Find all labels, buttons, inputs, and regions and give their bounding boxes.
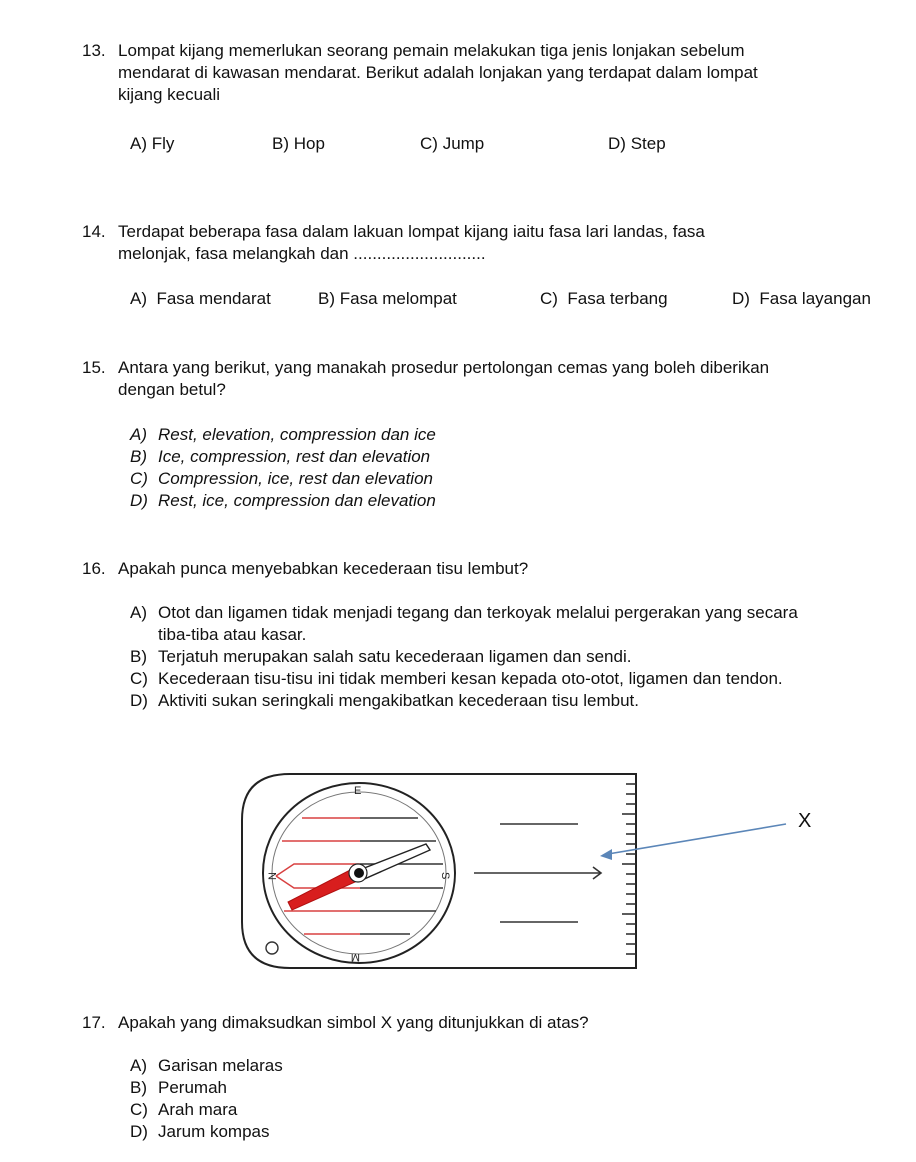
option-label: D) (732, 289, 750, 308)
question-number: 14. (82, 222, 106, 241)
option-label: C) (130, 669, 148, 688)
option-text: Rest, ice, compression dan elevation (158, 491, 436, 510)
option-c[interactable] (130, 1099, 283, 1121)
option-label: D) (608, 134, 626, 153)
svg-text:E: E (354, 785, 362, 797)
option-label: C) (420, 134, 438, 153)
option-b[interactable] (318, 288, 457, 310)
options-15 (130, 424, 436, 512)
option-text: Aktiviti sukan seringkali mengakibatkan kecederaan tisu lembut. (158, 691, 639, 710)
question-number: 17. (82, 1013, 106, 1032)
option-b[interactable] (130, 446, 436, 468)
option-text: Compression, ice, rest dan elevation (158, 469, 433, 488)
option-label: A) (130, 134, 147, 153)
option-label: A) (130, 425, 147, 444)
option-label: B) (272, 134, 289, 153)
svg-text:S: S (439, 872, 451, 880)
option-text: Terjatuh merupakan salah satu kecederaan ligamen dan sendi. (158, 647, 632, 666)
option-label: A) (130, 289, 147, 308)
svg-text:M: M (350, 951, 360, 963)
question-16 (82, 558, 882, 580)
option-d[interactable] (130, 690, 910, 712)
option-label: B) (130, 1078, 147, 1097)
option-text: Jump (442, 134, 485, 153)
option-label: D) (130, 491, 148, 510)
option-text: Fly (151, 134, 175, 153)
option-label: B) (130, 647, 147, 666)
option-text: Perumah (158, 1078, 227, 1097)
option-b[interactable] (272, 133, 325, 155)
stem-line: mendarat di kawasan mendarat. Berikut adalah lonjakan yang terdapat dalam lompat (118, 63, 758, 82)
stem-line: Apakah yang dimaksudkan simbol X yang ditunjukkan di atas? (118, 1013, 589, 1032)
option-text: Garisan melaras (158, 1056, 283, 1075)
stem-line: kijang kecuali (118, 85, 221, 104)
option-text: Step (630, 134, 666, 153)
question-13 (82, 40, 882, 106)
option-label: C) (540, 289, 558, 308)
stem-line: Lompat kijang memerlukan seorang pemain melakukan tiga jenis lonjakan sebelum (118, 41, 745, 60)
option-text: Rest, elevation, compression dan ice (158, 425, 436, 444)
option-text: Kecederaan tisu-tisu ini tidak memberi kesan kepada oto-otot, ligamen dan tendon. (158, 669, 783, 688)
question-stem (118, 221, 882, 265)
option-d[interactable] (130, 490, 436, 512)
option-text: Fasa terbang (567, 289, 668, 308)
svg-text:N: N (267, 872, 279, 880)
option-text: Jarum kompas (158, 1122, 270, 1141)
option-label: C) (130, 469, 148, 488)
question-15 (82, 357, 882, 401)
question-17 (82, 1012, 882, 1034)
option-a[interactable] (130, 288, 271, 310)
question-number: 16. (82, 559, 106, 578)
option-c[interactable] (130, 468, 436, 490)
stem-line: Antara yang berikut, yang manakah prosedur pertolongan cemas yang boleh diberikan (118, 358, 770, 377)
option-c[interactable] (130, 668, 910, 690)
option-label: A) (130, 1056, 147, 1075)
option-text: Fasa melompat (339, 289, 457, 308)
option-label: B) (130, 447, 147, 466)
symbol-x-label: X (798, 810, 812, 832)
option-a[interactable] (130, 1055, 283, 1077)
question-number: 13. (82, 41, 106, 60)
question-stem (118, 558, 882, 580)
option-b[interactable] (130, 646, 910, 668)
option-text-continued: tiba-tiba atau kasar. (158, 625, 307, 644)
options-17 (130, 1055, 283, 1143)
option-label: D) (130, 1122, 148, 1141)
option-d[interactable] (130, 1121, 283, 1143)
question-stem (118, 1012, 882, 1034)
stem-line: dengan betul? (118, 380, 226, 399)
question-stem (118, 357, 882, 401)
option-text: Fasa mendarat (156, 289, 271, 308)
option-label: C) (130, 1100, 148, 1119)
option-a[interactable] (130, 424, 436, 446)
option-b[interactable] (130, 1077, 283, 1099)
option-label: A) (130, 603, 147, 622)
question-14 (82, 221, 882, 265)
option-d[interactable] (608, 133, 666, 155)
option-label: B) (318, 289, 335, 308)
option-text: Hop (293, 134, 325, 153)
stem-line: Terdapat beberapa fasa dalam lakuan lompat kijang iaitu fasa lari landas, fasa (118, 222, 705, 241)
option-text: Fasa layangan (759, 289, 871, 308)
question-stem (118, 40, 882, 106)
stem-line: melonjak, fasa melangkah dan ............................ (118, 244, 486, 263)
option-text: Otot dan ligamen tidak menjadi tegang dan terkoyak melalui pergerakan yang secara (158, 603, 798, 622)
compass-diagram-icon (238, 772, 878, 972)
option-a[interactable] (130, 602, 910, 646)
stem-line: Apakah punca menyebabkan kecederaan tisu lembut? (118, 559, 529, 578)
option-label: D) (130, 691, 148, 710)
option-c[interactable] (540, 288, 668, 310)
option-c[interactable] (420, 133, 484, 155)
option-d[interactable] (732, 288, 871, 310)
option-text: Ice, compression, rest dan elevation (158, 447, 431, 466)
options-16 (130, 602, 910, 712)
option-a[interactable] (130, 133, 174, 155)
question-number: 15. (82, 358, 106, 377)
option-text: Arah mara (158, 1100, 238, 1119)
compass-figure (238, 772, 878, 972)
